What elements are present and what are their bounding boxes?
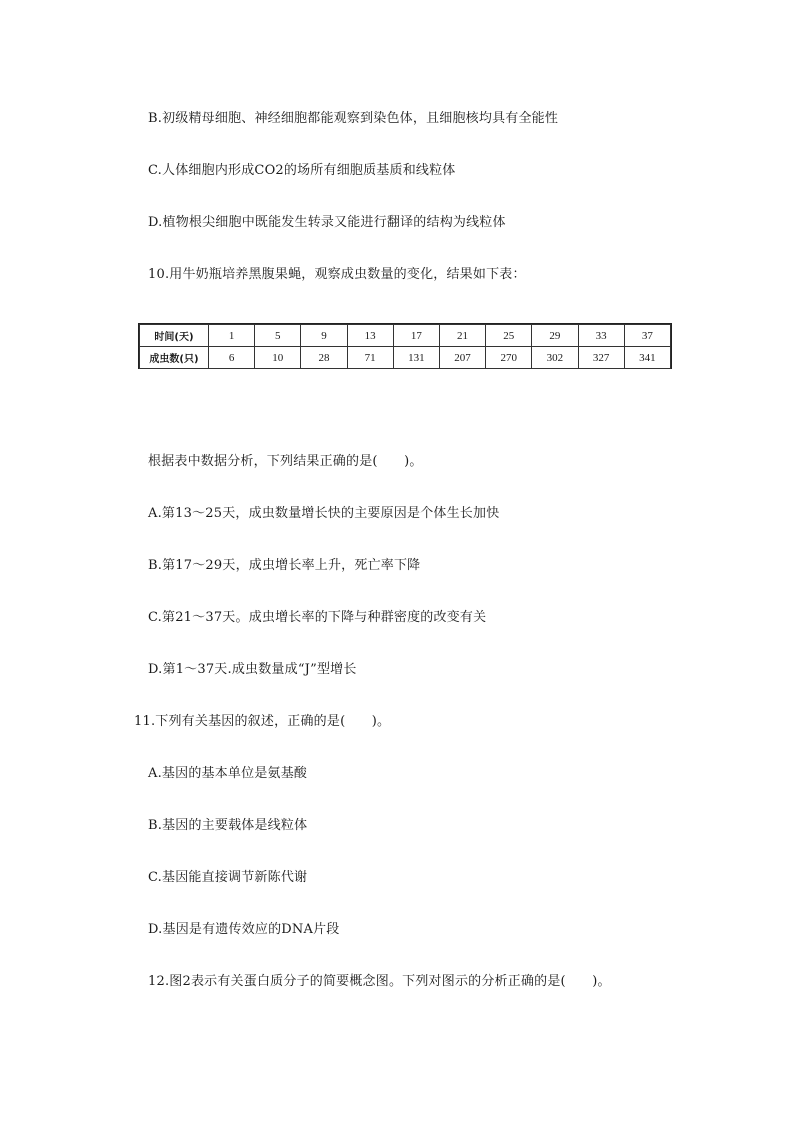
q10-option-d: D.第1～37天.成虫数量成“J”型增长 (148, 662, 357, 677)
table-row-counts (140, 347, 671, 369)
table-cell: 21 (439, 325, 485, 347)
q10-option-c: C.第21～37天。成虫增长率的下降与种群密度的改变有关 (148, 610, 487, 625)
table-cell: 5 (255, 325, 301, 347)
table-cell: 17 (393, 325, 439, 347)
q11-option-a: A.基因的基本单位是氨基酸 (148, 766, 308, 781)
table-cell: 29 (532, 325, 578, 347)
table-cell: 270 (486, 347, 532, 369)
q9-option-b: B.初级精母细胞、神经细胞都能观察到染色体，且细胞核均具有全能性 (148, 111, 559, 126)
table-cell: 327 (578, 347, 624, 369)
q9-option-d: D.植物根尖细胞中既能发生转录又能进行翻译的结构为线粒体 (148, 215, 506, 230)
table-cell: 341 (624, 347, 670, 369)
q10-stem: 10.用牛奶瓶培养黑腹果蝇，观察成虫数量的变化，结果如下表： (148, 267, 526, 282)
table-cell: 71 (347, 347, 393, 369)
table-cell: 131 (393, 347, 439, 369)
q11-option-d: D.基因是有遗传效应的DNA片段 (148, 922, 340, 937)
q10-prompt: 根据表中数据分析，下列结果正确的是( )。 (148, 454, 423, 469)
table-cell: 28 (301, 347, 347, 369)
row-header-time: 时间(天) (140, 325, 209, 347)
fruit-fly-data-table (138, 323, 672, 369)
q9-option-c: C.人体细胞内形成CO2的场所有细胞质基质和线粒体 (148, 163, 456, 178)
row-header-count: 成虫数(只) (140, 347, 209, 369)
table-cell: 10 (255, 347, 301, 369)
q10-option-b: B.第17～29天，成虫增长率上升，死亡率下降 (148, 558, 421, 573)
q12-stem: 12.图2表示有关蛋白质分子的简要概念图。下列对图示的分析正确的是( )。 (148, 974, 611, 989)
table-cell: 302 (532, 347, 578, 369)
q11-stem: 11.下列有关基因的叙述，正确的是( )。 (134, 714, 391, 729)
table-cell: 9 (301, 325, 347, 347)
q10-option-a: A.第13～25天，成虫数量增长快的主要原因是个体生长加快 (148, 506, 500, 521)
table-cell: 6 (209, 347, 255, 369)
q11-option-c: C.基因能直接调节新陈代谢 (148, 870, 308, 885)
q11-option-b: B.基因的主要载体是线粒体 (148, 818, 308, 833)
table-cell: 37 (624, 325, 670, 347)
table-cell: 1 (209, 325, 255, 347)
data-table (139, 324, 671, 369)
table-cell: 13 (347, 325, 393, 347)
table-cell: 33 (578, 325, 624, 347)
table-row-days (140, 325, 671, 347)
table-cell: 25 (486, 325, 532, 347)
table-cell: 207 (439, 347, 485, 369)
